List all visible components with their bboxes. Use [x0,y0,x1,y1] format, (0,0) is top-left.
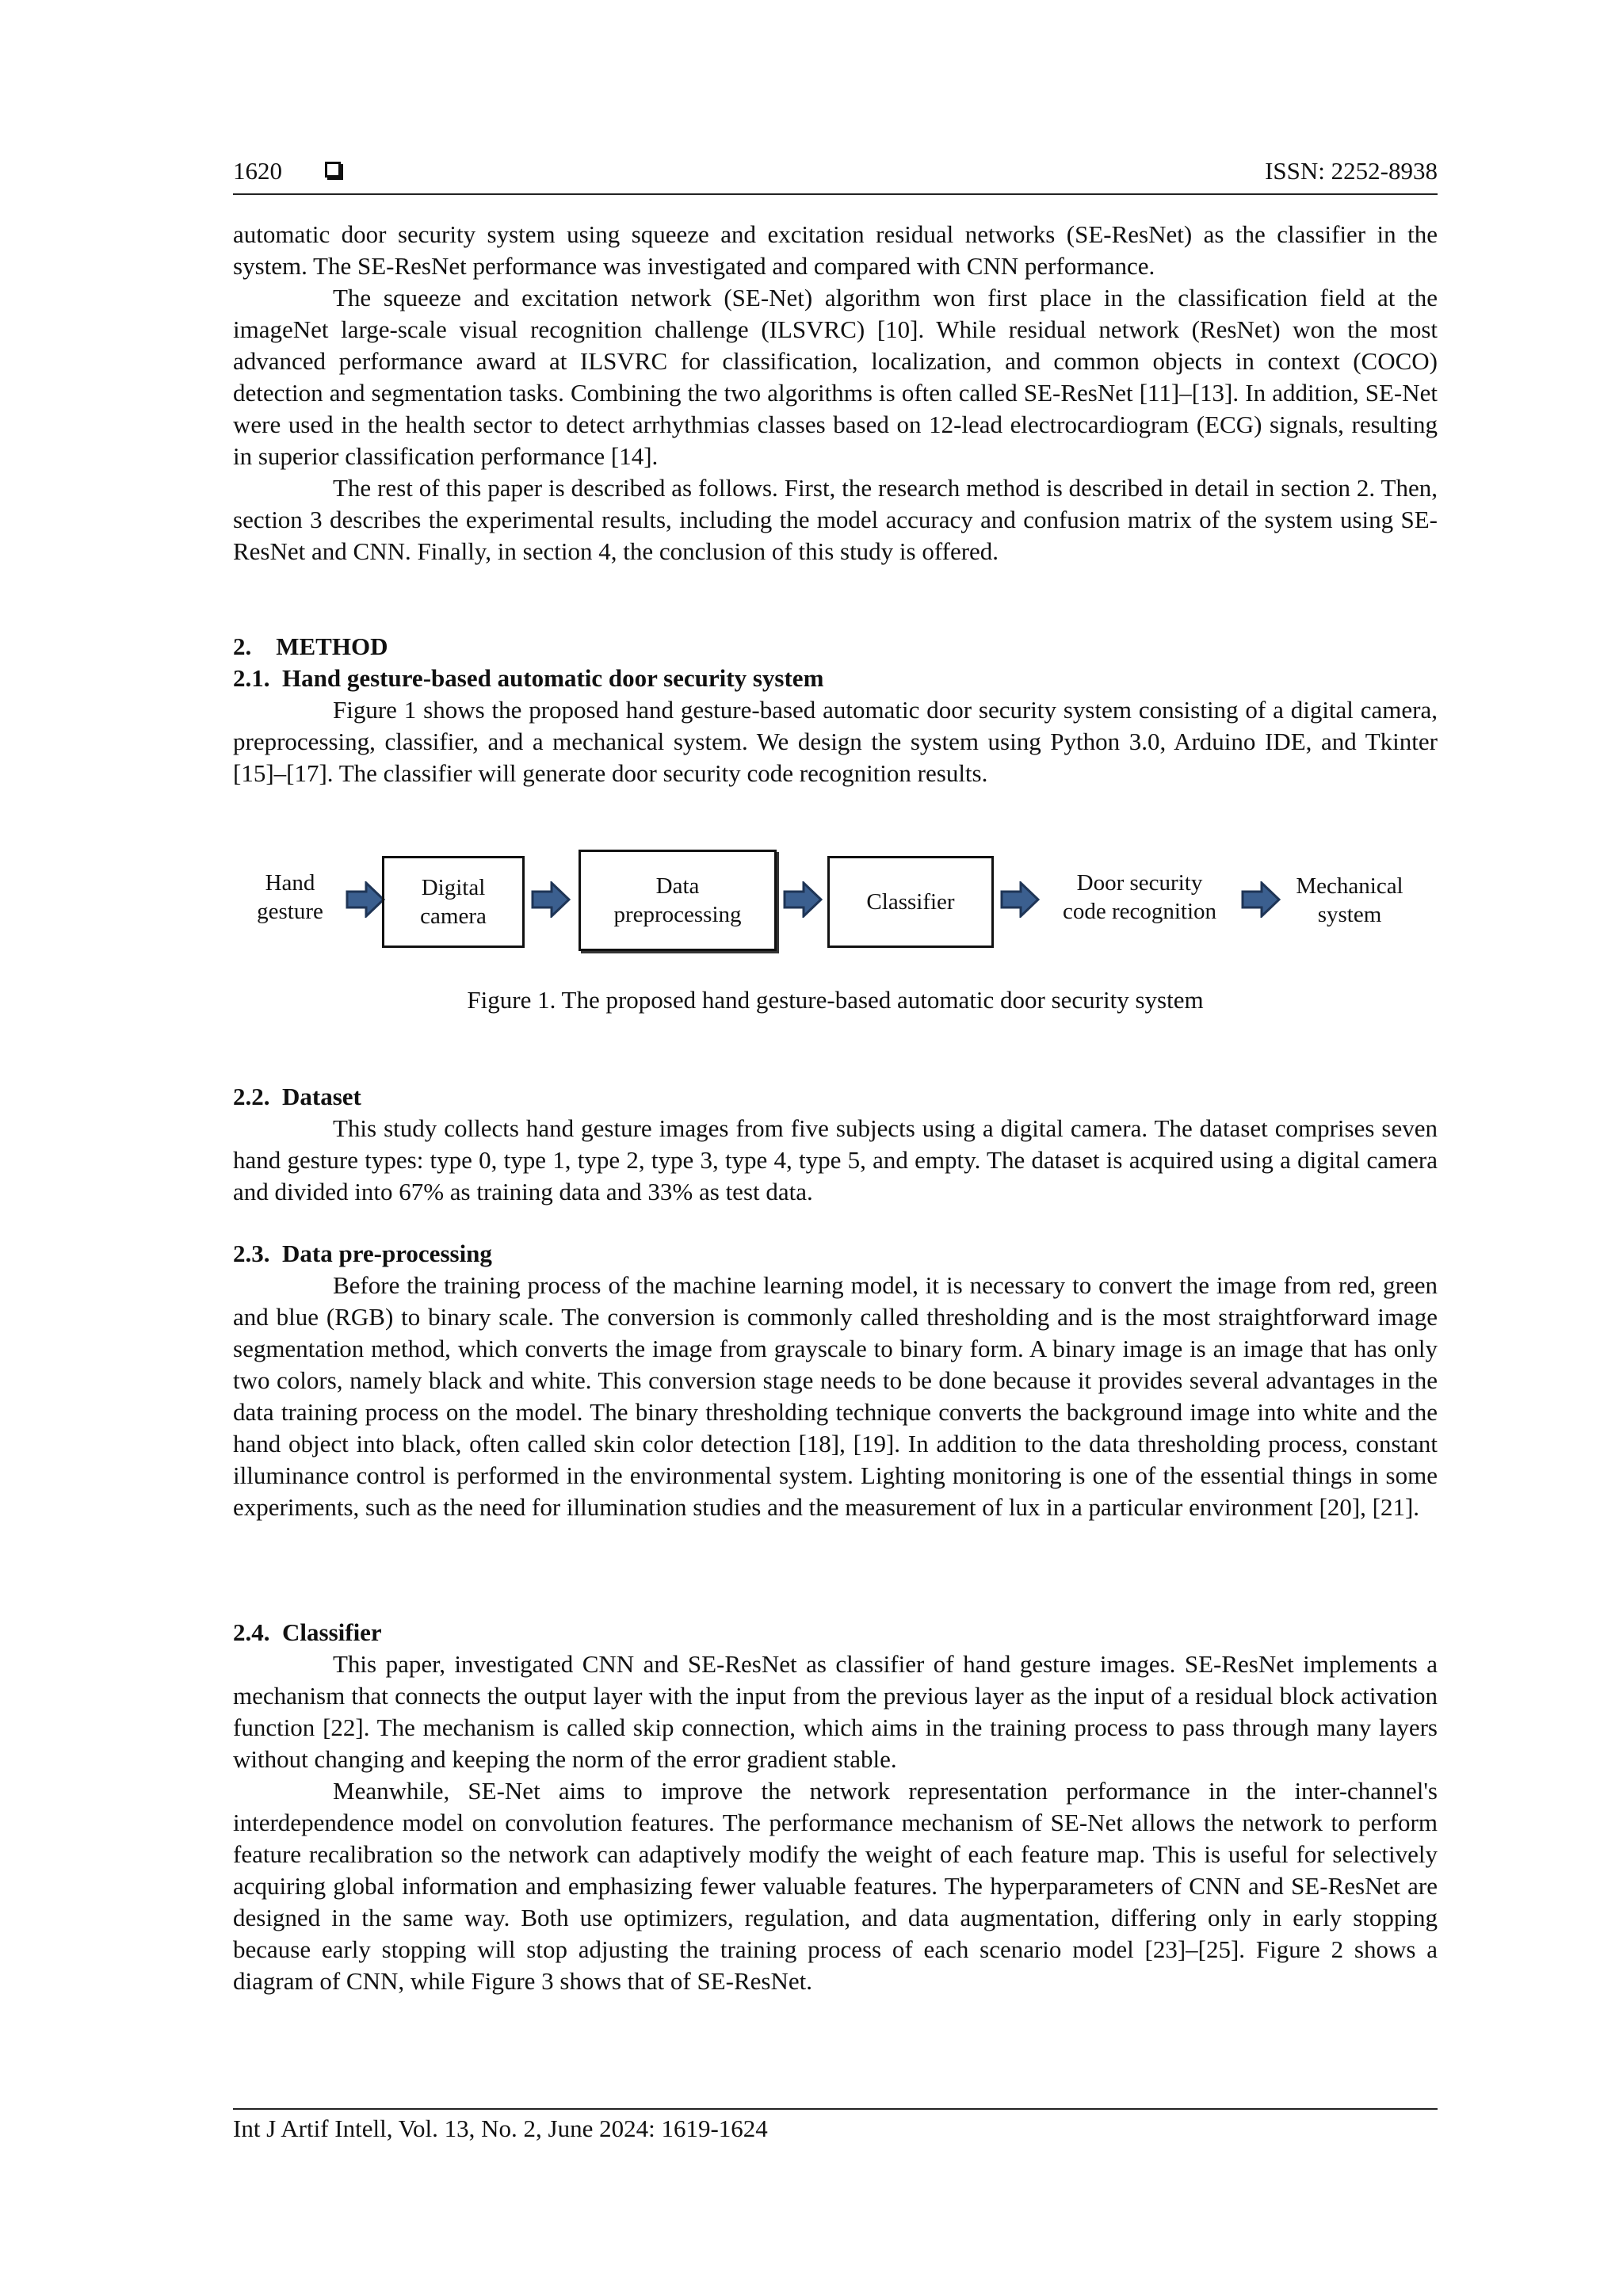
paragraph-2-3: Before the training process of the machine learning model, it is necessary to convert the image from red, green and blue (RGB) to binary scale. The conversion is commonly called thresholding and is the most straightforward image segmentation method, which converts the image from grayscale to binary form. A binary image is an image that has only two colors, namely black and white. This conversion stage needs to be done because it provides several advantages in the data training process on the model. The binary thresholding technique converts the background image into white and the hand object into black, often called skin color detection [18], [19]. In addition to the data thresholding process, constant illuminance control is performed in the environmental system. Lighting monitoring is one of the essential things in some experiments, such as the need for illumination studies and the measurement of lux in a particular environment [20], [21]. [233,1271,1438,1521]
arrow-icon [1000,881,1040,918]
intro-paragraph-outline: The rest of this paper is described as follows. First, the research method is described in detail in section 2. Then, section 3 describes the experimental results, including the model accuracy and confusion matrix of the system using SE-ResNet and CNN. Finally, in section 4, the conclusion of this study is offered. [233,474,1438,565]
page-number: 1620 [233,157,282,185]
section-heading-method: 2. METHOD [233,632,388,660]
journal-citation: Int J Artif Intell, Vol. 13, No. 2, June 2024: 1619-1624 [233,2115,768,2142]
door-security-code-recognition-label: Door security code recognition [1062,870,1217,924]
arrow-shape [347,883,384,916]
arrow-icon [1241,881,1281,918]
classifier-box: Classifier [827,856,994,948]
paragraph-2-4-b: Meanwhile, SE-Net aims to improve the network representation performance in the inter-channel's interdependence model on convolution features. The performance mechanism of SE-Net allows the network to perform feature recalibration so the network can adaptively modify the weight of each feature map. This is useful for selectively acquiring global information and emphasizing fewer valuable features. The hyperparameters of CNN and SE-ResNet are designed in the same way. Both use optimizers, regulation, and data augmentation, differing only in early stopping because early stopping will stop adjusting the training process of each scenario model [23]–[25]. Figure 2 shows a diagram of CNN, while Figure 3 shows that of SE-ResNet. [233,1777,1438,1995]
intro-paragraph-senet: The squeeze and excitation network (SE-Net) algorithm won first place in the classification field at the imageNet large-scale visual recognition challenge (ILSVRC) [10]. While residual network (ResNet) won the most advanced performance award at ILSVRC for classification, localization, and common objects in context (COCO) detection and segmentation tasks. Combining the two algorithms is often called SE-ResNet [11]–[13]. In addition, SE-Net were used in the health sector to detect arrhythmias classes based on 12-lead electrocardiogram (ECG) signals, resulting in superior classification performance [14]. [233,284,1438,470]
issn: ISSN: 2252-8938 [1265,157,1438,185]
data-preprocessing-box: Data preprocessing [579,850,777,951]
page-header [233,157,1438,195]
mechanical-system-label: Mechanical system [1296,873,1403,927]
arrow-icon [346,881,385,918]
page-footer [233,2108,1438,2143]
hand-gesture-label: Hand gesture [257,870,323,924]
figure-1-caption: Figure 1. The proposed hand gesture-based automatic door security system [467,986,1204,1014]
paragraph-2-2: This study collects hand gesture images from five subjects using a digital camera. The dataset comprises seven hand gesture types: type 0, type 1, type 2, type 3, type 4, type 5, and empty. The dataset is acquired using a digital camera and divided into 67% as training data and 33% as test data. [233,1114,1438,1205]
paragraph-2-4-a: This paper, investigated CNN and SE-ResNet as classifier of hand gesture images. SE-ResNet implements a mechanism that connects the output layer with the input from the previous layer as the input of a residual block activation function [22]. The mechanism is called skip connection, which aims in the training process to pass through many layers without changing and keeping the norm of the error gradient stable. [233,1650,1438,1773]
paragraph-2-1: Figure 1 shows the proposed hand gesture-based automatic door security system consisting of a digital camera, preprocessing, classifier, and a mechanical system. We design the system using Python 3.0, Arduino IDE, and Tkinter [15]–[17]. The classifier will generate door security code recognition results. [233,696,1438,787]
intro-paragraph-cont: automatic door security system using squeeze and excitation residual networks (SE-ResNet) as the classifier in the system. The SE-ResNet performance was investigated and compared with CNN performance. [233,220,1438,280]
subsection-heading-2-1: 2.1. Hand gesture-based automatic door security system [233,664,824,692]
arrow-shape [533,883,569,916]
arrow-icon [783,881,823,918]
subsection-heading-2-4: 2.4. Classifier [233,1618,382,1646]
arrow-shape [1002,883,1038,916]
arrow-icon [531,881,571,918]
square-bullet-icon [325,162,341,178]
arrow-shape [785,883,821,916]
subsection-heading-2-2: 2.2. Dataset [233,1083,361,1110]
arrow-shape [1243,883,1279,916]
digital-camera-box: Digital camera [382,856,525,948]
subsection-heading-2-3: 2.3. Data pre-processing [233,1240,492,1267]
